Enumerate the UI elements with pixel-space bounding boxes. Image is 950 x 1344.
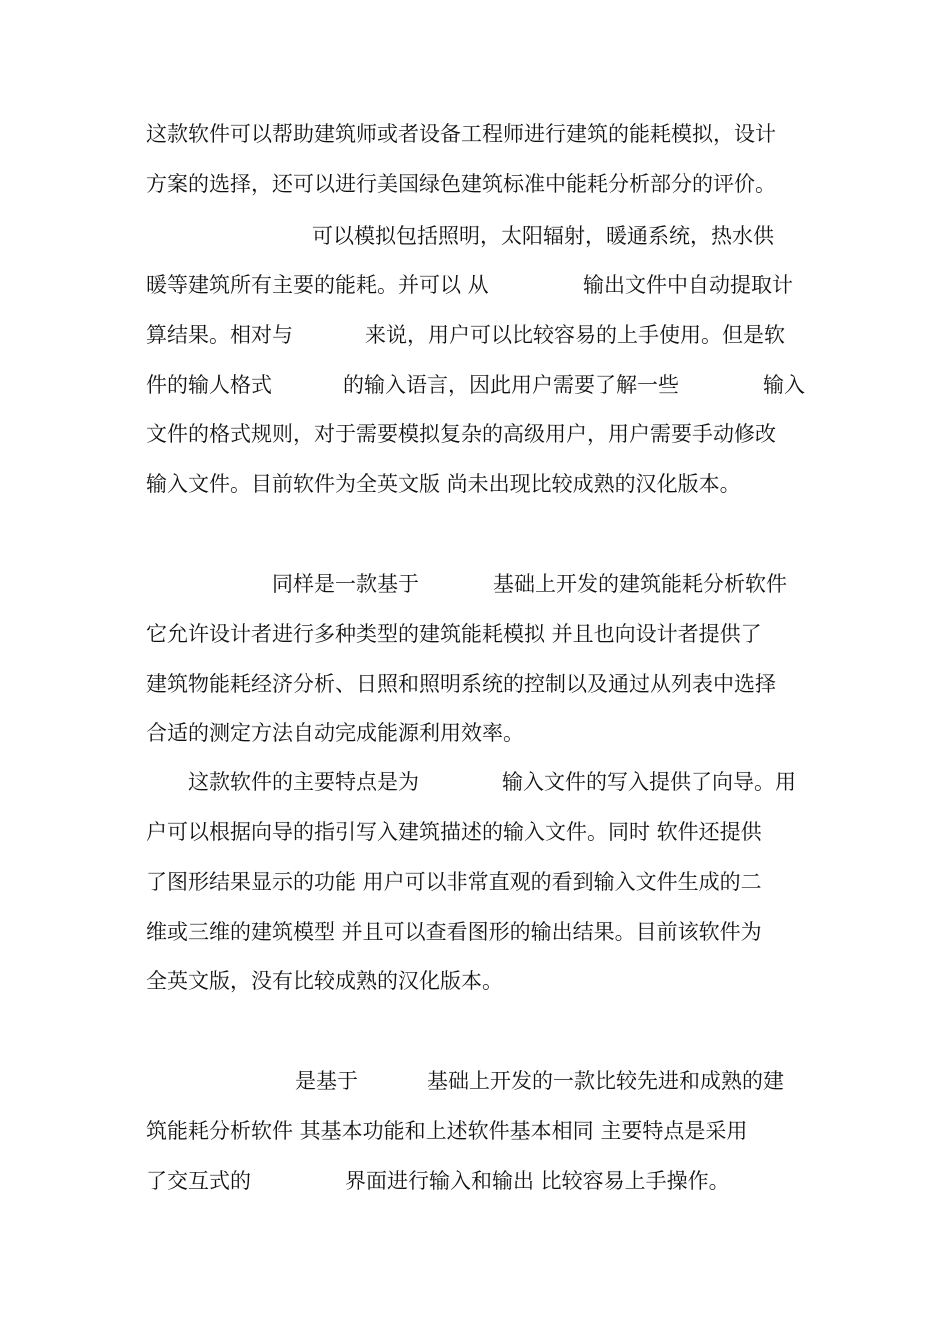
p2-line-2 bbox=[146, 267, 793, 303]
p4-line-2: 户可以根据向导的指引写入建筑描述的输入文件。同时 软件还提供 bbox=[146, 820, 762, 844]
p5-line-1 bbox=[146, 1063, 784, 1099]
p3-line-1-text-b: 基础上开发的建筑能耗分析软件 bbox=[493, 572, 787, 596]
p1-line-1: 这款软件可以帮助建筑师或者设备工程师进行建筑的能耗模拟，设计 bbox=[146, 122, 776, 146]
p5-line-1-text-b: 基础上开发的一款比较先进和成熟的建 bbox=[427, 1069, 784, 1093]
p4-line-5: 全英文版，没有比较成熟的汉化版本。 bbox=[146, 969, 503, 993]
p5-line-3-text-b: 界面进行输入和输出 比较容易上手操作。 bbox=[345, 1169, 730, 1193]
p2-line-4-text-c: 输入 bbox=[763, 373, 805, 397]
p4-line-1 bbox=[146, 764, 796, 800]
p5-line-2: 筑能耗分析软件 其基本功能和上述软件基本相同 主要特点是采用 bbox=[146, 1119, 748, 1143]
p2-line-2-text-b: 输出文件中自动提取计 bbox=[583, 273, 793, 297]
p1-line-2: 方案的选择，还可以进行美国绿色建筑标准中能耗分析部分的评价。 bbox=[146, 172, 776, 196]
p2-line-1 bbox=[146, 218, 774, 254]
p2-line-4 bbox=[146, 367, 805, 403]
p3-line-3: 建筑物能耗经济分析、日照和照明系统的控制以及通过从列表中选择 bbox=[146, 672, 776, 696]
p2-line-6: 输入文件。目前软件为全英文版 尚未出现比较成熟的汉化版本。 bbox=[146, 472, 741, 496]
p2-line-4-text-a: 件的输人格式 bbox=[146, 373, 272, 397]
p4-line-3: 了图形结果显示的功能 用户可以非常直观的看到输入文件生成的二 bbox=[146, 870, 762, 894]
p2-line-1-text: 可以模拟包括照明，太阳辐射，暖通系统，热水供 bbox=[312, 224, 774, 248]
p4-line-1-text-a: 这款软件的主要特点是为 bbox=[188, 770, 419, 794]
p3-line-2: 它允许设计者进行多种类型的建筑能耗模拟 并且也向设计者提供了 bbox=[146, 622, 762, 646]
p2-line-3 bbox=[146, 317, 785, 353]
p3-line-1 bbox=[146, 566, 787, 602]
p3-line-1-text-a: 同样是一款基于 bbox=[272, 572, 419, 596]
p2-line-4-text-b: 的输入语言，因此用户需要了解一些 bbox=[343, 373, 679, 397]
p5-line-1-text-a: 是基于 bbox=[295, 1069, 358, 1093]
p2-line-2-text-a: 暖等建筑所有主要的能耗。并可以 从 bbox=[146, 273, 489, 297]
p2-line-5: 文件的格式规则，对于需要模拟复杂的高级用户，用户需要手动修改 bbox=[146, 422, 776, 446]
p5-line-3-text-a: 了交互式的 bbox=[146, 1169, 251, 1193]
p5-line-3 bbox=[146, 1163, 730, 1199]
p2-line-3-text-b: 来说，用户可以比较容易的上手使用。但是软 bbox=[365, 323, 785, 347]
p4-line-4: 维或三维的建筑模型 并且可以查看图形的输出结果。目前该软件为 bbox=[146, 920, 762, 944]
p3-line-4: 合适的测定方法自动完成能源利用效率。 bbox=[146, 721, 524, 745]
p4-line-1-text-b: 输入文件的写入提供了向导。用 bbox=[502, 770, 796, 794]
p2-line-3-text-a: 算结果。相对与 bbox=[146, 323, 293, 347]
